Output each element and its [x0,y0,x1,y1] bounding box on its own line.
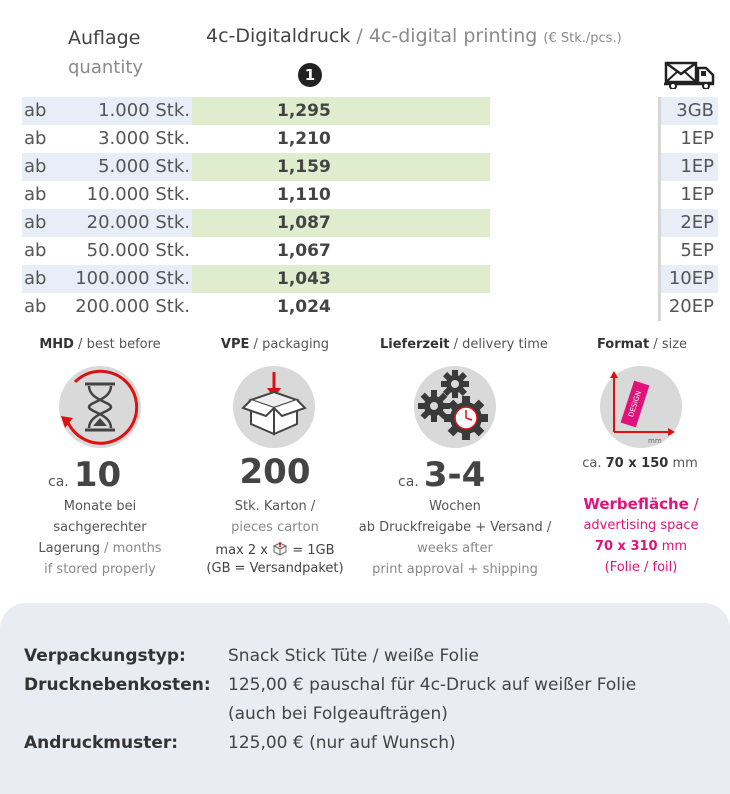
ab-label: ab [24,128,47,149]
table-row [22,125,718,153]
shipping-cell: 2EP [680,212,714,233]
table-row [22,209,718,237]
quantity-cell: 10.000 Stk. [86,184,190,205]
quantity-cell: 50.000 Stk. [86,240,190,261]
spec-label-verpackung: Verpackungstyp: [24,646,186,666]
small-box-icon [272,542,288,556]
price-cell: 1,067 [277,241,331,261]
ab-label: ab [24,212,47,233]
price-header-de: 4c-Digitaldruck [206,25,351,47]
gears-clock-icon [410,362,500,452]
spec-value-drucknebenkosten-note: (auch bei Folgeaufträgen) [228,704,448,724]
vpe-label: VPE / packaging [220,337,330,352]
price-cell: 1,043 [277,269,331,289]
spec-value-andruckmuster: 125,00 € (nur auf Wunsch) [228,733,456,753]
quantity-cell: 5.000 Stk. [98,156,190,177]
lieferzeit-description: Wochen ab Druckfreigabe + Versand / weeks after print approval + shipping [358,499,552,577]
shipping-cell: 20EP [668,296,714,317]
lieferzeit-number: 3-4 [423,455,486,495]
box-icon [233,366,315,448]
lieferzeit-label: Lieferzeit / delivery time [380,337,548,352]
quantity-header-de: Auflage [68,27,141,49]
quantity-cell: 20.000 Stk. [86,212,190,233]
shipping-cell: 1EP [680,156,714,177]
quantity-cell: 1.000 Stk. [98,100,190,121]
vpe-description: Stk. Karton / pieces carton max 2 x = 1GB (GB = Versandpaket) [206,499,344,576]
ab-label: ab [24,100,47,121]
werbeflaeche-block: Werbefläche / advertising space 70 x 310 mm (Folie / foil) [583,495,699,575]
quantity-cell: 100.000 Stk. [75,268,190,289]
format-size: ca. 70 x 150 mm [582,456,698,471]
ab-label: ab [24,240,47,261]
spec-panel [0,603,730,794]
vpe-label-de: VPE [220,337,250,352]
hourglass-icon [55,362,145,452]
mhd-label-en: best before [86,337,161,352]
spec-value-verpackung: Snack Stick Tüte / weiße Folie [228,646,479,666]
table-row [22,97,718,125]
lieferzeit-prefix: ca. [398,474,419,490]
mhd-number: 10 [73,455,122,495]
spec-value-drucknebenkosten: 125,00 € pauschal für 4c-Druck auf weißer Folie [228,675,637,695]
shipping-cell: 1EP [680,128,714,149]
shipping-cell: 1EP [680,184,714,205]
ab-label: ab [24,268,47,289]
price-header-unit: (€ Stk./pcs.) [543,31,622,46]
vpe-label-en: packaging [262,337,330,352]
price-cell: 1,159 [277,157,331,177]
price-cell: 1,024 [277,297,331,317]
shipping-cell: 5EP [680,240,714,261]
price-cell: 1,210 [277,129,331,149]
lieferzeit-label-de: Lieferzeit [380,337,450,352]
price-header [206,25,622,47]
mhd-value [48,455,121,495]
mhd-label: MHD / best before [39,337,161,352]
format-label-de: Format [596,337,650,352]
format-label: Format / size [596,337,688,352]
quantity-header-en: quantity [68,57,144,78]
ab-label: ab [24,156,47,177]
price-cell: 1,295 [277,101,331,121]
ab-label: ab [24,296,47,317]
quantity-cell: 200.000 Stk. [75,296,190,317]
table-row [22,153,718,181]
format-icon-unit: mm [648,437,662,445]
price-cell: 1,087 [277,213,331,233]
table-row [22,237,718,265]
shipping-cell: 3GB [676,100,714,121]
format-label-en: size [661,337,688,352]
quantity-cell: 3.000 Stk. [98,128,190,149]
truck-mail-icon [664,61,716,89]
mhd-description: Monate bei sachgerechter Lagerung / months if stored properly [38,499,162,577]
table-row [22,181,718,209]
mhd-label-de: MHD [39,337,74,352]
table-row [22,293,718,321]
ab-label: ab [24,184,47,205]
spec-label-drucknebenkosten: Drucknebenkosten: [24,675,211,695]
format-icon-text: DESIGN [627,389,643,419]
mhd-prefix: ca. [48,474,69,490]
column-number-badge: 1 [298,63,322,87]
lieferzeit-value [398,455,485,495]
spec-label-andruckmuster: Andruckmuster: [24,733,179,753]
format-icon [600,366,682,448]
lieferzeit-label-en: delivery time [462,337,548,352]
price-cell: 1,110 [277,185,331,205]
price-header-separator: / [350,25,369,47]
table-row [22,265,718,293]
shipping-cell: 10EP [668,268,714,289]
price-header-en: 4c-digital printing [368,25,538,47]
vpe-number: 200 [239,452,311,492]
